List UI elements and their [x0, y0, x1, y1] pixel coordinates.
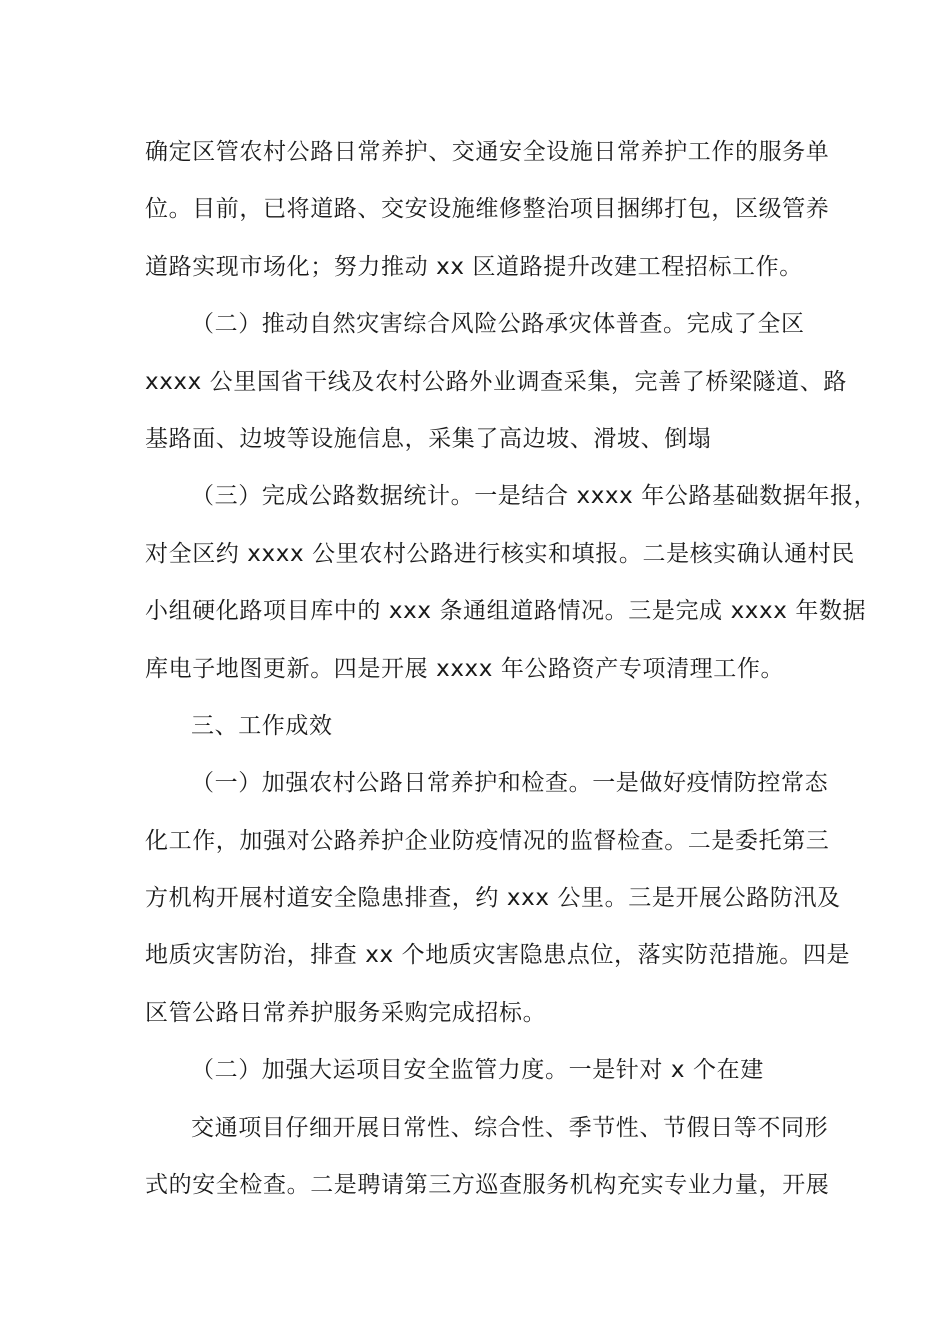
body-line-7: （三）完成公路数据统计。一是结合 xxxx 年公路基础数据年报， [191, 483, 878, 510]
body-line-18: 交通项目仔细开展日常性、综合性、季节性、节假日等不同形 [191, 1114, 829, 1141]
body-line-15: 地质灾害防治，排查 xx 个地质灾害隐患点位，落实防范措施。四是 [145, 942, 851, 969]
body-line-17: （二）加强大运项目安全监管力度。一是针对 x 个在建 [191, 1057, 764, 1084]
body-line-8: 对全区约 xxxx 公里农村公路进行核实和填报。二是核实确认通村民 [145, 540, 855, 567]
body-line-6: 基路面、边坡等设施信息，采集了高边坡、滑坡、倒塌 [145, 425, 712, 452]
body-line-13: 化工作，加强对公路养护企业防疫情况的监督检查。二是委托第三 [145, 827, 830, 854]
body-line-9: 小组硬化路项目库中的 xxx 条通组道路情况。三是完成 xxxx 年数据 [145, 598, 867, 625]
document-body [145, 124, 878, 1214]
body-line-4: （二）推动自然灾害综合风险公路承灾体普查。完成了全区 [191, 311, 805, 338]
body-line-3: 道路实现市场化；努力推动 xx 区道路提升改建工程招标工作。 [145, 253, 803, 280]
body-line-5: xxxx 公里国省干线及农村公路外业调查采集，完善了桥梁隧道、路 [145, 368, 847, 395]
body-line-1: 确定区管农村公路日常养护、交通安全设施日常养护工作的服务单 [145, 139, 830, 165]
body-line-10: 库电子地图更新。四是开展 xxxx 年公路资产专项清理工作。 [145, 655, 785, 682]
body-line-19: 式的安全检查。二是聘请第三方巡查服务机构充实专业力量，开展 [145, 1172, 830, 1199]
body-line-2: 位。目前，已将道路、交安设施维修整治项目捆绑打包，区级管养 [145, 196, 830, 223]
body-line-14: 方机构开展村道安全隐患排查，约 xxx 公里。三是开展公路防汛及 [145, 885, 841, 912]
body-line-16: 区管公路日常养护服务采购完成招标。 [145, 999, 547, 1026]
section-heading: 三、工作成效 [191, 712, 333, 739]
body-line-12: （一）加强农村公路日常养护和检查。一是做好疫情防控常态 [191, 770, 829, 797]
